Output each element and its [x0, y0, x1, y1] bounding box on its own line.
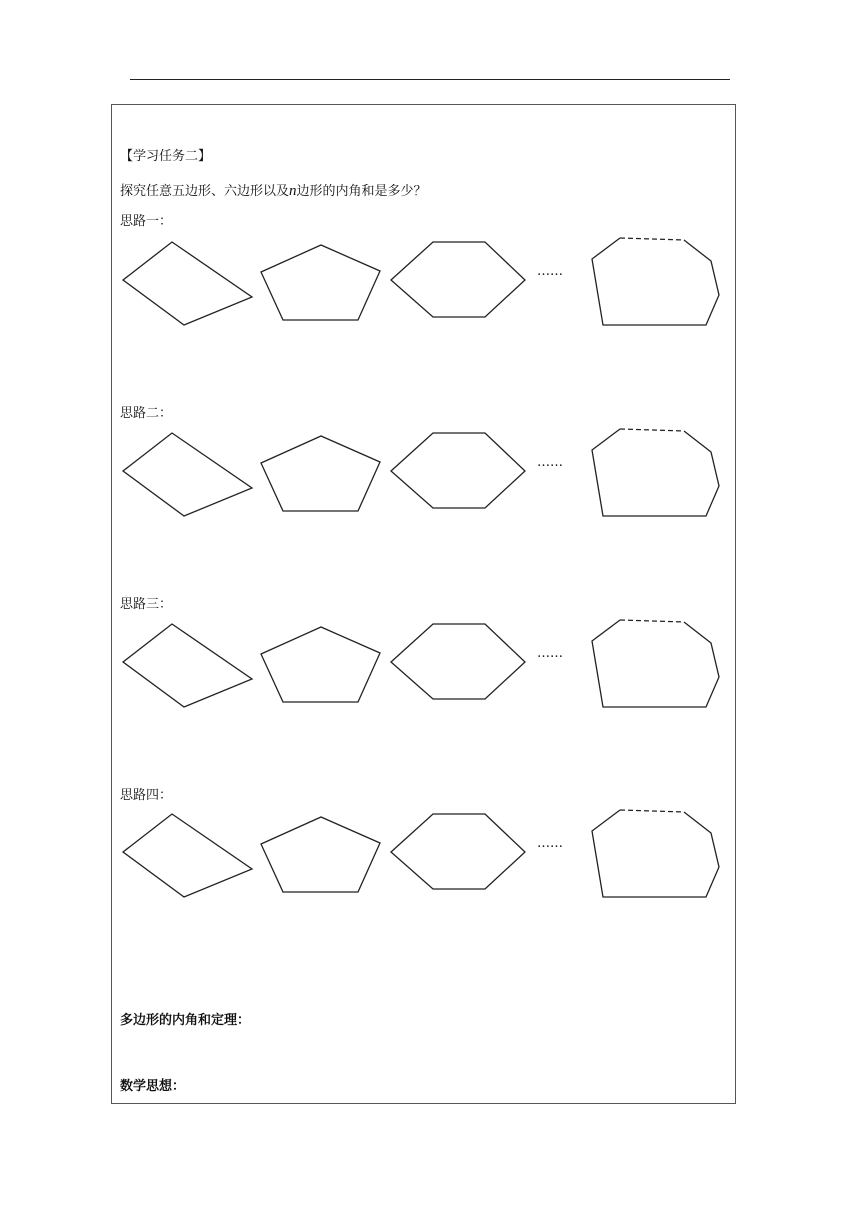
- approach-1-shapes: [0, 234, 860, 334]
- ellipsis: ……: [537, 264, 563, 279]
- hexagon-shape: [391, 433, 525, 508]
- hexagon-shape: [391, 814, 525, 889]
- n-gon-shape: [592, 429, 719, 516]
- question-before: 探究任意五边形、六边形以及: [120, 184, 290, 199]
- header-rule: [130, 79, 730, 80]
- task-title: 【学习任务二】: [120, 149, 212, 164]
- approach-4-shapes: [0, 806, 860, 906]
- math-thinking-label: 数学思想：: [120, 1079, 186, 1094]
- approach-3-shapes: [0, 616, 860, 716]
- pentagon-shape: [261, 817, 380, 892]
- approach-2-label: 思路二：: [120, 406, 173, 421]
- variable-n: n: [289, 183, 297, 199]
- theorem-label: 多边形的内角和定理：: [120, 1013, 251, 1028]
- n-gon-dashed-edge: [620, 429, 684, 431]
- quadrilateral-shape: [123, 242, 252, 325]
- n-gon-shape: [592, 620, 719, 707]
- pentagon-shape: [261, 245, 380, 320]
- n-gon-dashed-edge: [620, 810, 684, 812]
- question-text: [120, 183, 427, 200]
- n-gon-shape: [592, 238, 719, 325]
- quadrilateral-shape: [123, 433, 252, 516]
- hexagon-shape: [391, 624, 525, 699]
- approach-3-label: 思路三：: [120, 597, 173, 612]
- quadrilateral-shape: [123, 624, 252, 707]
- pentagon-shape: [261, 436, 380, 511]
- question-after: 边形的内角和是多少？: [296, 184, 427, 199]
- n-gon-shape: [592, 810, 719, 897]
- quadrilateral-shape: [123, 814, 252, 897]
- ellipsis: ……: [537, 836, 563, 851]
- ellipsis: ……: [537, 646, 563, 661]
- hexagon-shape: [391, 242, 525, 317]
- approach-1-label: 思路一：: [120, 214, 173, 229]
- approach-4-label: 思路四：: [120, 788, 173, 803]
- approach-2-shapes: [0, 425, 860, 525]
- pentagon-shape: [261, 627, 380, 702]
- n-gon-dashed-edge: [620, 238, 684, 240]
- n-gon-dashed-edge: [620, 620, 684, 622]
- ellipsis: ……: [537, 455, 563, 470]
